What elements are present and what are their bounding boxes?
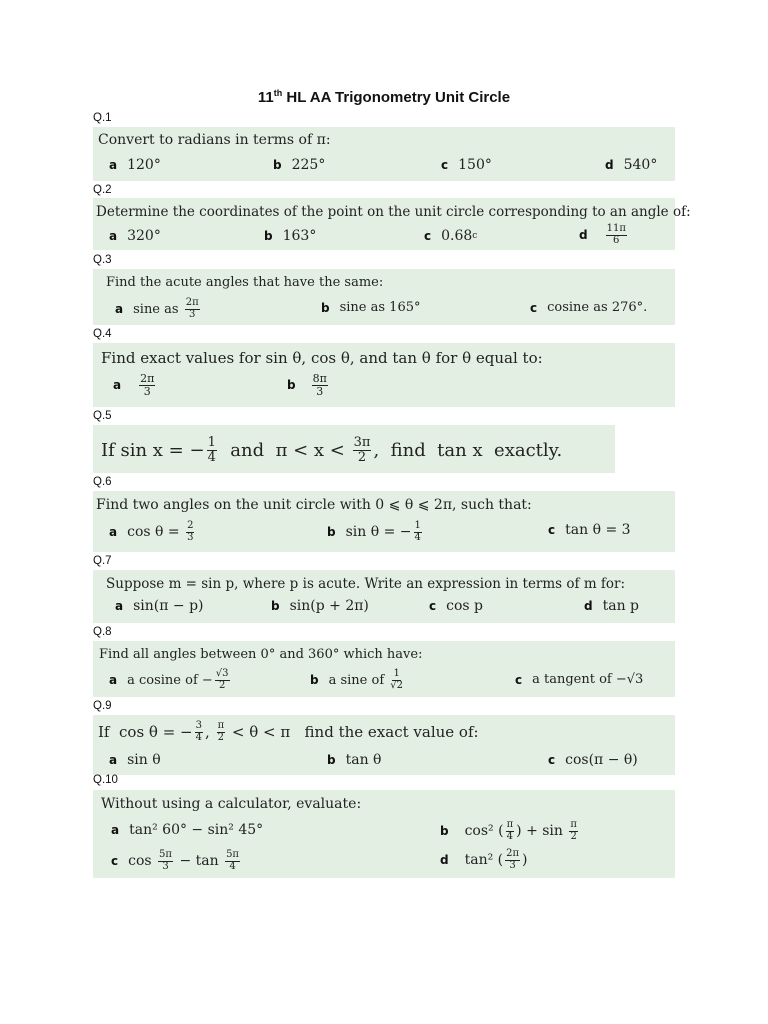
fraction: $\frac{3}{4}$ xyxy=(195,720,202,743)
part-a: a sin(π − p) xyxy=(115,598,204,614)
part-d: d tan² ( $\frac{2\pi}{3}$ ) xyxy=(440,848,528,871)
fraction: $\frac{11\pi}{6}$ xyxy=(606,223,626,246)
fraction: $\frac{\pi}{2}$ xyxy=(570,819,577,842)
question-prompt: Find exact values for sin θ, cos θ, and tan θ for θ equal to: xyxy=(101,349,543,367)
part-a: a tan² 60° − sin² 45° xyxy=(111,822,264,838)
question-label-4: Q.4 xyxy=(93,328,112,340)
question-prompt: Suppose m = sin p, where p is acute. Write an expression in terms of m for: xyxy=(106,576,626,592)
part-a: a 120° xyxy=(109,157,161,173)
part-c: c cos $\frac{5\pi}{3}$ − tan $\frac{5\pi}{4}$ xyxy=(111,849,239,872)
fraction: $\frac{2\pi}{3}$ xyxy=(506,848,520,871)
part-c: c cosine as 276°. xyxy=(530,300,648,315)
question-prompt: If cos θ = − $\frac{3}{4}$ , $\frac{\pi}{2}$ < θ < π find the exact value of: xyxy=(98,720,479,743)
question-prompt: If sin x = − $\frac{1}{4}$ and π < x < $\frac{3\pi}{2}$ , find tan x exactly. xyxy=(101,435,563,465)
question-label-9: Q.9 xyxy=(93,700,112,712)
fraction: $\frac{8\pi}{3}$ xyxy=(312,372,327,398)
page-title: 11th HL AA Trigonometry Unit Circle xyxy=(257,88,511,106)
part-d: d tan p xyxy=(584,598,639,614)
part-d: d 540° xyxy=(605,157,658,173)
part-a: a cos θ = $\frac{2}{3}$ xyxy=(109,520,194,543)
fraction: $\frac{√3}{2}$ xyxy=(215,668,229,691)
part-c: c 0.68 c xyxy=(424,228,478,244)
question-box-9 xyxy=(93,715,675,775)
question-box-7 xyxy=(93,570,675,623)
part-a: a 320° xyxy=(109,228,161,244)
fraction: $\frac{5\pi}{3}$ xyxy=(159,849,172,872)
part-b: b sin θ = − $\frac{1}{4}$ xyxy=(327,520,421,543)
part-b: b 163° xyxy=(264,228,317,244)
question-label-2: Q.2 xyxy=(93,184,112,196)
part-c: c 150° xyxy=(441,157,492,173)
part-a: a sin θ xyxy=(109,752,161,768)
question-box-6 xyxy=(93,491,675,552)
fraction: $\frac{\pi}{2}$ xyxy=(217,720,225,743)
part-d: d $\frac{11\pi}{6}$ xyxy=(579,223,626,246)
question-box-8 xyxy=(93,641,675,697)
part-a: a $\frac{2\pi}{3}$ xyxy=(113,372,155,398)
part-b: b sine as 165° xyxy=(321,300,421,315)
fraction: $\frac{1}{4}$ xyxy=(207,435,216,465)
part-a: a a cosine of − $\frac{√3}{2}$ xyxy=(109,668,229,691)
question-label-7: Q.7 xyxy=(93,555,112,567)
question-prompt: Determine the coordinates of the point on the unit circle corresponding to an angle of: xyxy=(96,204,691,220)
fraction: $\frac{5\pi}{4}$ xyxy=(226,849,239,872)
question-label-5: Q.5 xyxy=(93,410,112,422)
part-a: a sine as $\frac{2\pi}{3}$ xyxy=(115,297,199,320)
fraction: $\frac{2}{3}$ xyxy=(187,520,194,543)
part-c: c a tangent of −√3 xyxy=(515,672,644,687)
part-b: b tan θ xyxy=(327,752,382,768)
question-prompt: Find two angles on the unit circle with 0 ⩽ θ ⩽ 2π, such that: xyxy=(96,497,532,513)
fraction: $\frac{\pi}{4}$ xyxy=(506,819,514,842)
fraction: $\frac{1}{4}$ xyxy=(414,520,421,543)
fraction: $\frac{2\pi}{3}$ xyxy=(140,372,155,398)
part-c: c cos(π − θ) xyxy=(548,752,638,768)
fraction: $\frac{1}{√2}$ xyxy=(390,668,404,691)
question-box-1 xyxy=(93,127,675,181)
question-box-5 xyxy=(93,425,615,473)
question-prompt: Without using a calculator, evaluate: xyxy=(101,796,362,812)
part-c: c tan θ = 3 xyxy=(548,522,631,538)
question-label-8: Q.8 xyxy=(93,626,112,638)
question-prompt: Find the acute angles that have the same: xyxy=(106,275,384,290)
question-label-10: Q.10 xyxy=(93,774,118,786)
question-box-4 xyxy=(93,343,675,407)
question-label-6: Q.6 xyxy=(93,476,112,488)
part-c: c cos p xyxy=(429,598,483,614)
part-b: b $\frac{8\pi}{3}$ xyxy=(287,372,327,398)
question-prompt: Convert to radians in terms of π: xyxy=(98,132,331,148)
part-b: b cos² ( $\frac{\pi}{4}$ ) + sin $\frac{\pi}{2}$ xyxy=(440,819,577,842)
question-box-2 xyxy=(93,198,691,250)
fraction: $\frac{2\pi}{3}$ xyxy=(185,297,199,320)
part-b: b a sine of $\frac{1}{√2}$ xyxy=(310,668,404,691)
question-label-1: Q.1 xyxy=(93,112,112,124)
fraction: $\frac{3\pi}{2}$ xyxy=(353,435,371,465)
part-b: b sin(p + 2π) xyxy=(271,598,369,614)
part-b: b 225° xyxy=(273,157,326,173)
question-prompt: Find all angles between 0° and 360° which have: xyxy=(99,647,423,662)
question-box-10 xyxy=(93,790,675,878)
question-label-3: Q.3 xyxy=(93,254,112,266)
question-box-3 xyxy=(93,269,675,325)
